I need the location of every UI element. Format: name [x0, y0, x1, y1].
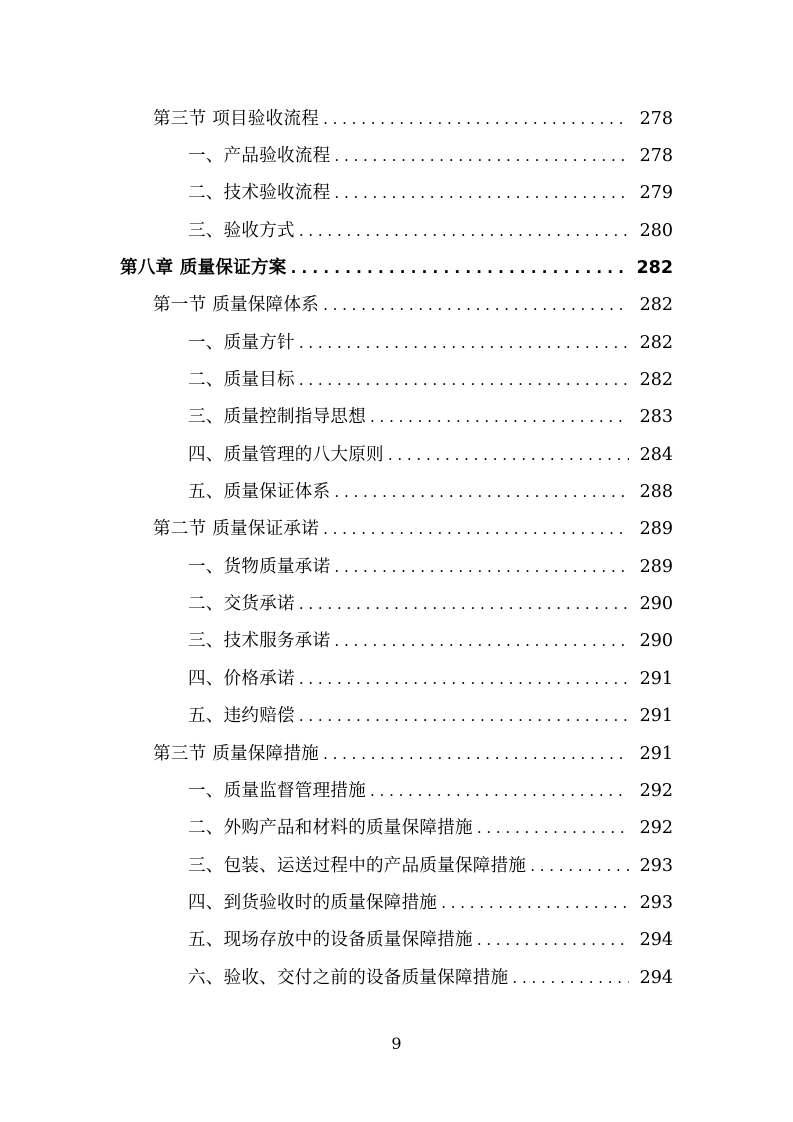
toc-entry[interactable]	[0, 623, 793, 660]
toc-entry-page: 291	[639, 668, 673, 689]
toc-entry-title: 第一节 质量保障体系	[153, 295, 320, 316]
toc-entry-title: 三、包装、运送过程中的产品质量保障措施	[188, 855, 527, 876]
toc-entry-title: 一、质量方针	[188, 332, 295, 353]
toc-entry-title: 四、质量管理的八大原则	[188, 444, 384, 465]
toc-entry-title: 二、质量目标	[188, 370, 295, 391]
dot-leader	[299, 593, 629, 615]
dot-leader	[323, 518, 629, 540]
toc-entry-page: 280	[639, 220, 673, 241]
dot-leader	[512, 967, 629, 989]
toc-entry-page: 282	[639, 295, 673, 316]
toc-entry-title: 四、价格承诺	[188, 668, 295, 689]
dot-leader	[477, 817, 629, 839]
dot-leader	[299, 369, 629, 391]
toc-entry-page: 282	[636, 258, 673, 279]
page-number: 9	[391, 1034, 402, 1053]
toc-entry[interactable]	[0, 324, 793, 361]
toc-entry-page: 282	[639, 370, 673, 391]
toc-entry[interactable]	[0, 436, 793, 473]
toc-entry-page: 288	[639, 482, 673, 503]
toc-entry[interactable]	[0, 511, 793, 548]
toc-entry-page: 292	[639, 818, 673, 839]
toc-entry[interactable]	[0, 100, 793, 137]
toc-entry[interactable]	[0, 959, 793, 996]
dot-leader	[291, 257, 629, 279]
toc-entry-page: 283	[639, 407, 673, 428]
toc-entry-page: 284	[639, 444, 673, 465]
dot-leader	[299, 668, 629, 690]
dot-leader	[530, 855, 629, 877]
toc-entry-page: 291	[639, 743, 673, 764]
dot-leader	[370, 780, 629, 802]
dot-leader	[334, 145, 629, 167]
toc-entry[interactable]	[0, 772, 793, 809]
toc-entry-title: 三、验收方式	[188, 220, 295, 241]
dot-leader	[334, 481, 629, 503]
toc-entry-title: 第八章 质量保证方案	[120, 258, 287, 279]
toc-entry[interactable]	[0, 548, 793, 585]
toc-entry-page: 278	[639, 146, 673, 167]
toc-entry-page: 278	[639, 108, 673, 129]
toc-entry[interactable]	[0, 175, 793, 212]
toc-entry-page: 294	[639, 930, 673, 951]
toc-entry-page: 292	[639, 780, 673, 801]
toc-entry-title: 二、交货承诺	[188, 594, 295, 615]
dot-leader	[334, 182, 629, 204]
toc-entry-page: 282	[639, 332, 673, 353]
toc-entry[interactable]	[0, 698, 793, 735]
toc-entry-title: 三、质量控制指导思想	[188, 407, 366, 428]
toc-entry[interactable]	[0, 137, 793, 174]
dot-leader	[441, 892, 629, 914]
toc-entry-page: 279	[639, 183, 673, 204]
toc-entry-title: 一、质量监督管理措施	[188, 780, 366, 801]
toc-entry-title: 五、质量保证体系	[188, 482, 331, 503]
toc-entry-page: 293	[639, 892, 673, 913]
toc-entry[interactable]	[0, 212, 793, 249]
toc-entry[interactable]	[0, 361, 793, 398]
dot-leader	[299, 332, 629, 354]
toc-entry[interactable]	[0, 810, 793, 847]
toc-entry[interactable]	[0, 847, 793, 884]
toc-entry[interactable]	[0, 399, 793, 436]
toc-entry-page: 294	[639, 967, 673, 988]
toc-entry-title: 第三节 质量保障措施	[153, 743, 320, 764]
toc-entry-title: 六、验收、交付之前的设备质量保障措施	[188, 967, 509, 988]
dot-leader	[388, 444, 629, 466]
toc-entry-page: 290	[639, 631, 673, 652]
dot-leader	[299, 705, 629, 727]
toc-entry[interactable]	[0, 922, 793, 959]
dot-leader	[323, 743, 629, 765]
toc-entry-title: 四、到货验收时的质量保障措施	[188, 892, 438, 913]
toc-entry[interactable]	[0, 287, 793, 324]
dot-leader	[334, 556, 629, 578]
toc-entry-title: 三、技术服务承诺	[188, 631, 331, 652]
toc-entry[interactable]	[0, 660, 793, 697]
toc-entry[interactable]	[0, 473, 793, 510]
toc-entry[interactable]	[0, 585, 793, 622]
dot-leader	[370, 406, 629, 428]
toc-entry-page: 291	[639, 706, 673, 727]
toc-entry-page: 293	[639, 855, 673, 876]
table-of-contents	[0, 100, 793, 996]
toc-entry-title: 五、违约赔偿	[188, 706, 295, 727]
dot-leader	[323, 294, 629, 316]
toc-entry-page: 290	[639, 594, 673, 615]
toc-chapter-entry[interactable]	[0, 249, 793, 286]
toc-entry-title: 第二节 质量保证承诺	[153, 519, 320, 540]
toc-entry-title: 五、现场存放中的设备质量保障措施	[188, 930, 473, 951]
dot-leader	[299, 220, 629, 242]
toc-entry-page: 289	[639, 556, 673, 577]
toc-entry-title: 一、货物质量承诺	[188, 556, 331, 577]
toc-entry-page: 289	[639, 519, 673, 540]
toc-entry-title: 二、技术验收流程	[188, 183, 331, 204]
toc-entry-title: 一、产品验收流程	[188, 146, 331, 167]
toc-entry-title: 二、外购产品和材料的质量保障措施	[188, 818, 473, 839]
dot-leader	[323, 108, 629, 130]
dot-leader	[334, 630, 629, 652]
dot-leader	[477, 929, 629, 951]
toc-entry[interactable]	[0, 735, 793, 772]
toc-entry[interactable]	[0, 884, 793, 921]
toc-entry-title: 第三节 项目验收流程	[153, 108, 320, 129]
